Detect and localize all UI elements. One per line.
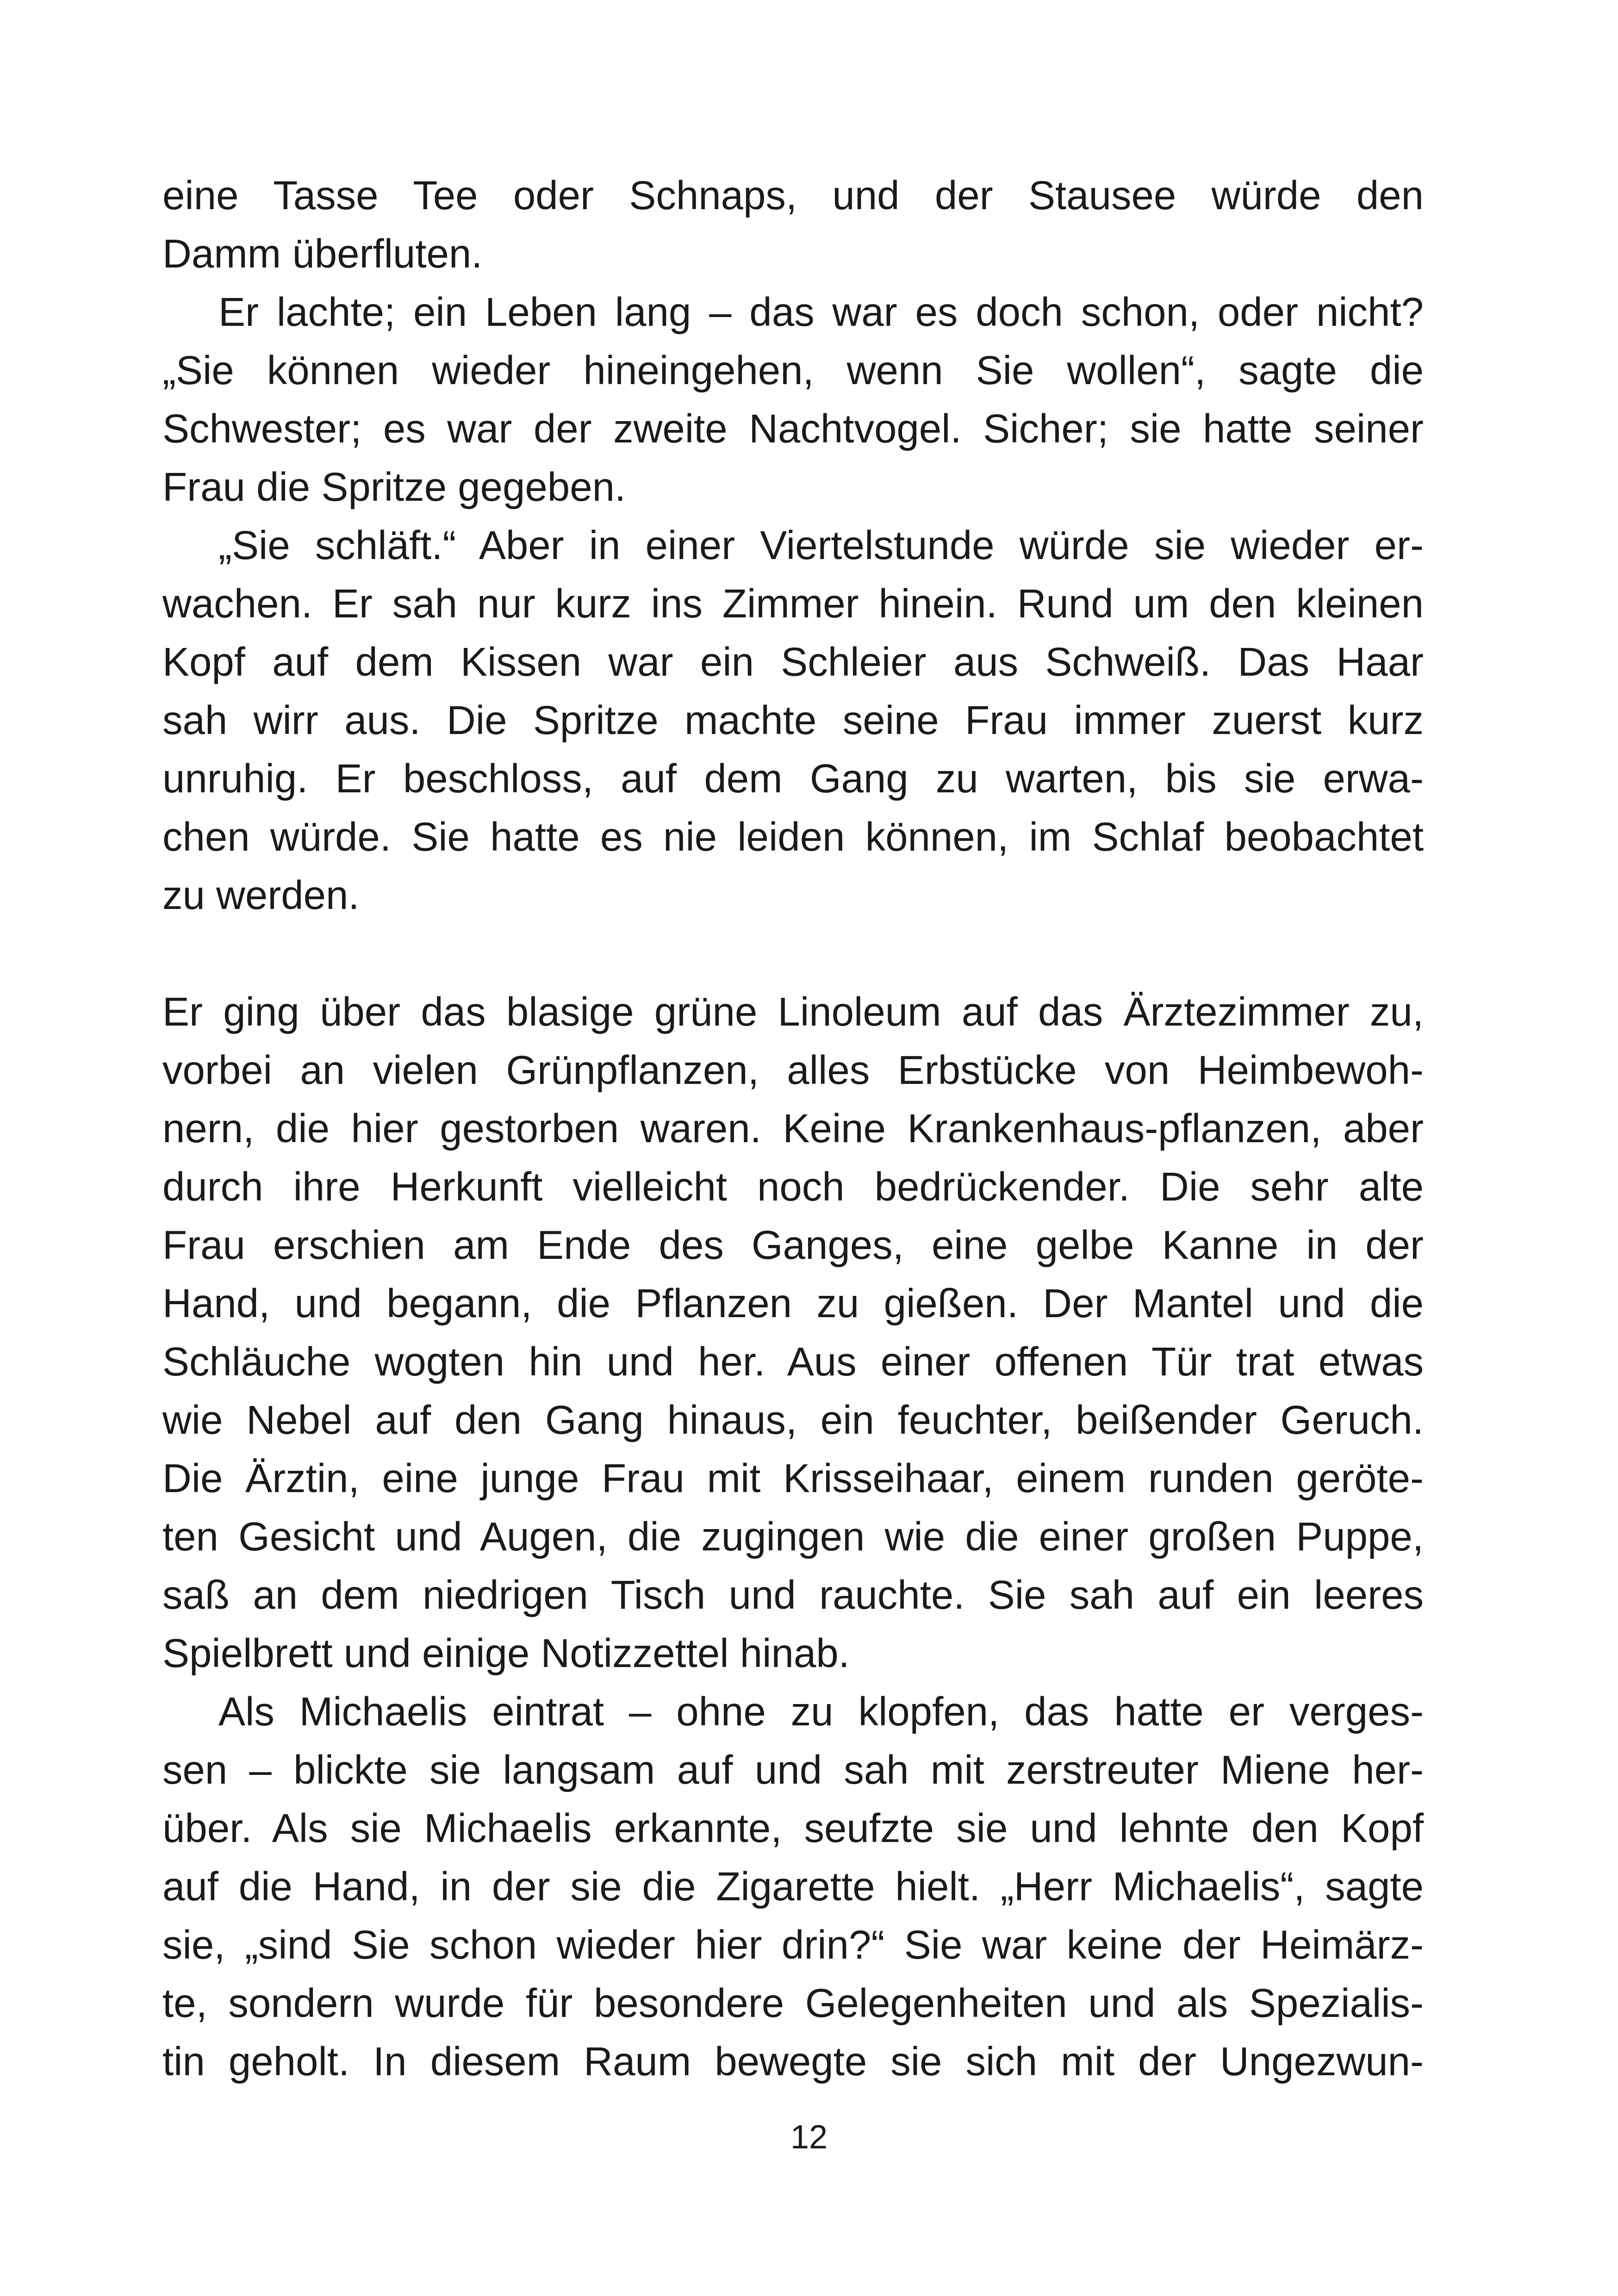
text-line: te, sondern wurde für besondere Gelegenheiten und als Spezialis- [162, 1981, 1424, 2026]
paragraph [162, 283, 1424, 516]
text-line: Die Ärztin, eine junge Frau mit Krisseihaar, einem runden geröte- [162, 1456, 1424, 1501]
text-line: Schwester; es war der zweite Nachtvogel. Sicher; sie hatte seiner [162, 406, 1424, 451]
section-break [162, 925, 1424, 983]
text-line: sie, „sind Sie schon wieder hier drin?“ Sie war keine der Heimärz- [162, 1923, 1424, 1967]
text-line: eine Tasse Tee oder Schnaps, und der Stausee würde den [162, 173, 1424, 218]
text-line: tin geholt. In diesem Raum bewegte sie sich mit der Ungezwun- [162, 2039, 1424, 2084]
paragraph [162, 1683, 1424, 2091]
text-line: über. Als sie Michaelis erkannte, seufzte sie und lehnte den Kopf [162, 1806, 1424, 1851]
text-line: chen würde. Sie hatte es nie leiden können, im Schlaf beobachtet [162, 815, 1424, 859]
text-line: sen – blickte sie langsam auf und sah mit zerstreuter Miene her- [162, 1748, 1424, 1792]
text-line: saß an dem niedrigen Tisch und rauchte. Sie sah auf ein leeres [162, 1573, 1424, 1618]
text-line: Hand, und begann, die Pflanzen zu gießen. Der Mantel und die [162, 1281, 1424, 1326]
text-line: Er ging über das blasige grüne Linoleum auf das Ärztezimmer zu, [162, 989, 1424, 1034]
text-line: Damm überfluten. [162, 231, 483, 276]
paragraph [162, 516, 1424, 925]
text-line: zu werden. [162, 873, 360, 918]
text-line: Spielbrett und einige Notizzettel hinab. [162, 1631, 850, 1676]
text-line: vorbei an vielen Grünpflanzen, alles Erbstücke von Heimbewoh- [162, 1048, 1424, 1093]
text-line: Frau erschien am Ende des Ganges, eine gelbe Kanne in der [162, 1223, 1424, 1268]
paragraph [162, 983, 1424, 1683]
text-line: „Sie können wieder hineingehen, wenn Sie wollen“, sagte die [162, 348, 1424, 393]
text-line: Er lachte; ein Leben lang – das war es doch schon, oder nicht? [218, 290, 1424, 335]
text-line: Schläuche wogten hin und her. Aus einer offenen Tür trat etwas [162, 1339, 1424, 1384]
text-line: Als Michaelis eintrat – ohne zu klopfen, das hatte er verges- [218, 1689, 1424, 1734]
text-line: auf die Hand, in der sie die Zigarette hielt. „Herr Michaelis“, sagte [162, 1864, 1424, 1909]
text-line: durch ihre Herkunft vielleicht noch bedrückender. Die sehr alte [162, 1164, 1424, 1209]
paragraph [162, 167, 1424, 283]
text-line: Frau die Spritze gegeben. [162, 465, 626, 510]
text-line: „Sie schläft.“ Aber in einer Viertelstunde würde sie wieder er- [218, 523, 1424, 568]
text-line: unruhig. Er beschloss, auf dem Gang zu warten, bis sie erwa- [162, 756, 1424, 801]
text-line: sah wirr aus. Die Spritze machte seine Frau immer zuerst kurz [162, 698, 1424, 743]
page-number: 12 [790, 2119, 828, 2156]
page-body [162, 167, 1424, 2091]
text-line: Kopf auf dem Kissen war ein Schleier aus Schweiß. Das Haar [162, 640, 1424, 684]
text-line: wie Nebel auf den Gang hinaus, ein feuchter, beißender Geruch. [162, 1398, 1424, 1443]
text-line: nern, die hier gestorben waren. Keine Krankenhaus-pflanzen, aber [162, 1106, 1424, 1151]
text-line: wachen. Er sah nur kurz ins Zimmer hinein. Rund um den kleinen [162, 581, 1424, 626]
text-line: ten Gesicht und Augen, die zugingen wie die einer großen Puppe, [162, 1514, 1424, 1559]
